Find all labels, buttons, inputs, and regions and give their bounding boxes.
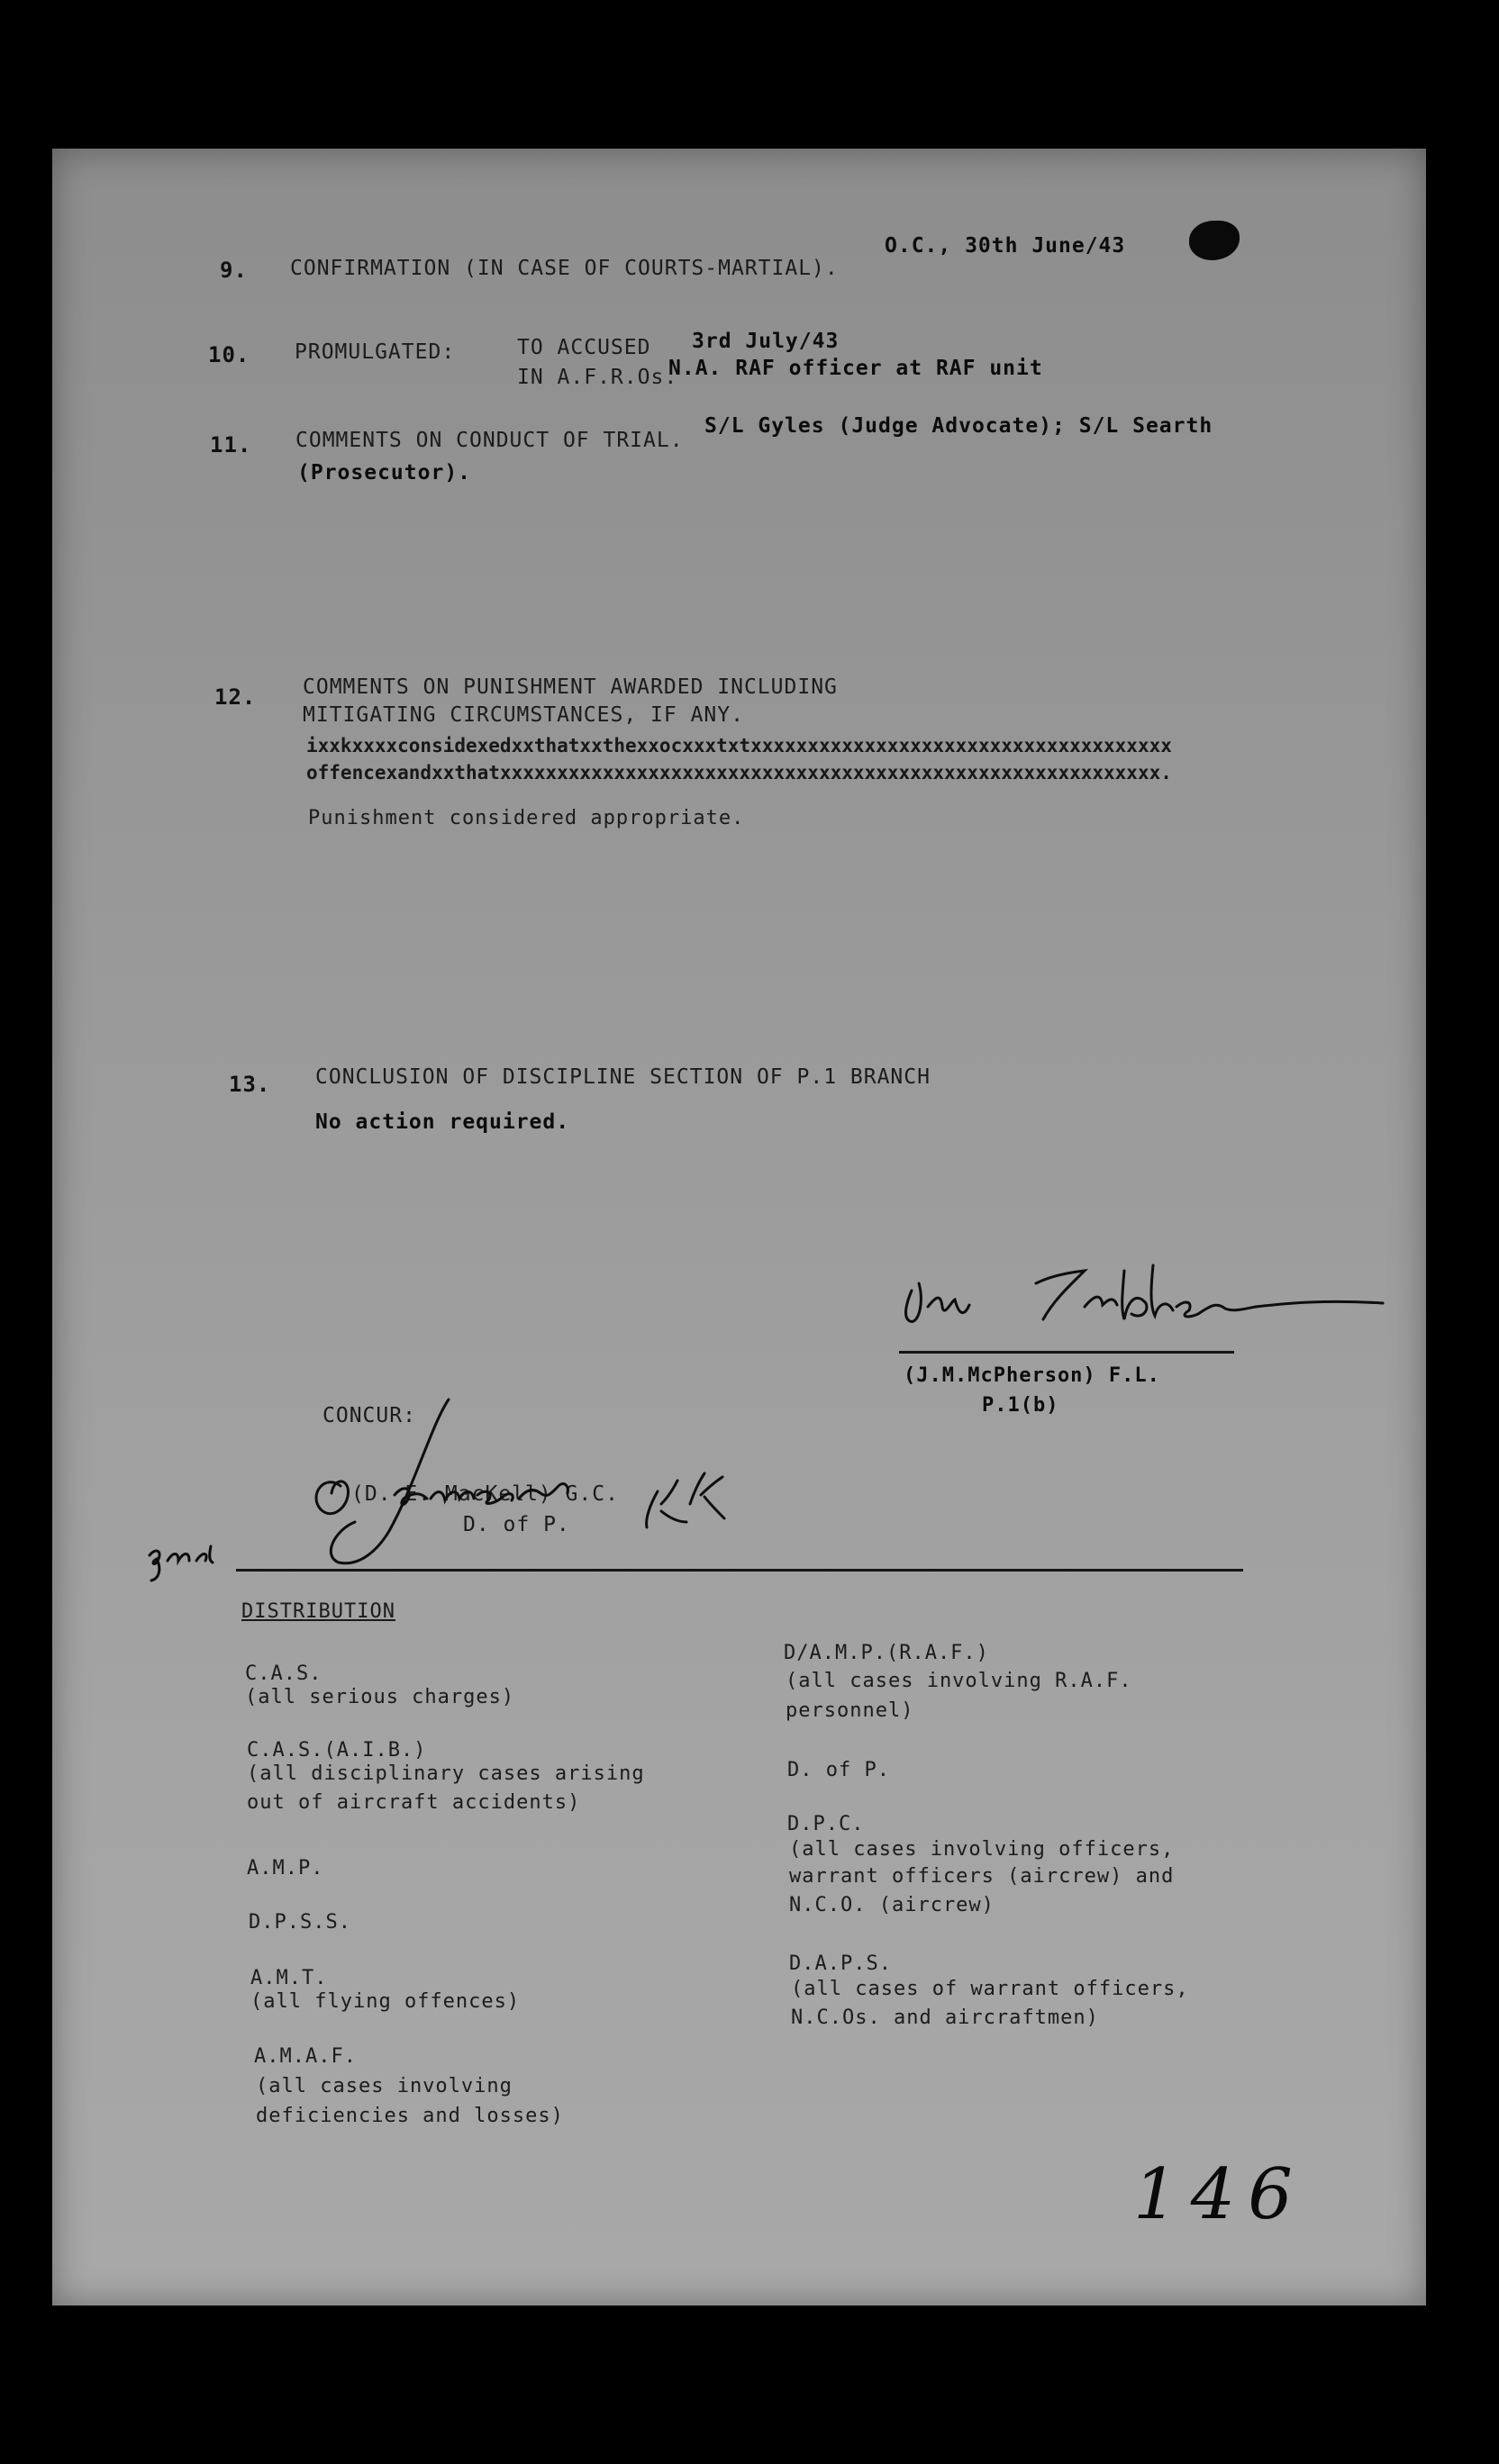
concur-name: (D. E. MacKell) G.C. xyxy=(351,1482,619,1506)
dist-left-dpss: D.P.S.S. xyxy=(249,1911,351,1934)
distribution-divider xyxy=(236,1569,1243,1572)
item-10-number: 10. xyxy=(208,342,250,367)
dist-right-daps: D.A.P.S. xyxy=(789,1952,892,1975)
signatory-section: P.1(b) xyxy=(982,1394,1059,1417)
dist-right-dpc-note2: warrant officers (aircrew) and xyxy=(789,1865,1175,1888)
dist-left-amp: A.M.P. xyxy=(247,1857,324,1880)
item-13-number: 13. xyxy=(229,1072,271,1097)
item-11-value: S/L Gyles (Judge Advocate); S/L Searth xyxy=(704,414,1213,438)
dist-right-damp-note1: (all cases involving R.A.F. xyxy=(786,1670,1132,1692)
page-number: 146 xyxy=(1133,2154,1305,2235)
item-10-line2: IN A.F.R.Os. xyxy=(517,366,678,389)
jameson-signature xyxy=(297,1387,784,1576)
dist-left-amaf-note1: (all cases involving xyxy=(256,2075,513,2097)
dist-left-cas-aib-note1: (all disciplinary cases arising xyxy=(247,1762,645,1785)
item-11-label: COMMENTS ON CONDUCT OF TRIAL. xyxy=(295,429,684,452)
item-9-number: 9. xyxy=(220,258,248,283)
item-10-label: PROMULGATED: xyxy=(295,340,456,364)
dist-left-amaf: A.M.A.F. xyxy=(254,2045,357,2068)
item-12-label-line2: MITIGATING CIRCUMSTANCES, IF ANY. xyxy=(303,703,744,727)
item-12-value: Punishment considered appropriate. xyxy=(308,807,745,829)
mcpherson-signature xyxy=(892,1247,1396,1346)
item-12-label-line1: COMMENTS ON PUNISHMENT AWARDED INCLUDING xyxy=(303,675,838,699)
item-12-struck-line1: ixxkxxxxconsidexedxxthatxxthexxocxxxtxtxxxxxxxxxxxxxxxxxxxxxxxxxxxxxxxxxxxxx xyxy=(306,735,1172,756)
item-12-number: 12. xyxy=(214,684,257,710)
dist-left-cas-aib-note2: out of aircraft accidents) xyxy=(247,1791,581,1814)
dist-right-damp-note2: personnel) xyxy=(786,1699,914,1722)
dist-left-amt: A.M.T. xyxy=(250,1967,328,1989)
item-9-value: O.C., 30th June/43 xyxy=(885,234,1126,258)
item-13-value: No action required. xyxy=(315,1110,570,1134)
dist-right-dofp: D. of P. xyxy=(787,1759,890,1781)
dist-left-amaf-note2: deficiencies and losses) xyxy=(256,2105,564,2127)
dist-right-dpc: D.P.C. xyxy=(787,1813,865,1835)
dist-right-dpc-note3: N.C.O. (aircrew) xyxy=(789,1894,995,1916)
signatory-name: (J.M.McPherson) F.L. xyxy=(904,1364,1160,1387)
dist-left-cas-note: (all serious charges) xyxy=(245,1686,515,1708)
margin-initials-scribble xyxy=(142,1535,223,1585)
dist-right-dpc-note1: (all cases involving officers, xyxy=(789,1838,1175,1861)
dist-left-cas: C.A.S. xyxy=(245,1662,323,1685)
dist-right-daps-note2: N.C.Os. and aircraftmen) xyxy=(791,2007,1099,2029)
distribution-heading: DISTRIBUTION xyxy=(241,1600,395,1623)
item-10-line1: TO ACCUSED xyxy=(517,336,651,359)
item-10-line1-value: 3rd July/43 xyxy=(692,330,840,353)
dist-right-daps-note1: (all cases of warrant officers, xyxy=(791,1978,1189,2000)
item-12-struck-line2: offencexandxxthatxxxxxxxxxxxxxxxxxxxxxxxxxxxxxxxxxxxxxxxxxxxxxxxxxxxxxxxxxx. xyxy=(306,762,1172,784)
item-9-label: CONFIRMATION (IN CASE OF COURTS-MARTIAL). xyxy=(290,257,839,280)
item-10-line2-value: N.A. RAF officer at RAF unit xyxy=(668,357,1043,380)
dist-right-damp: D/A.M.P.(R.A.F.) xyxy=(784,1642,989,1664)
dist-left-cas-aib: C.A.S.(A.I.B.) xyxy=(247,1739,427,1762)
item-11-value-cont: (Prosecutor). xyxy=(297,461,472,485)
item-13-label: CONCLUSION OF DISCIPLINE SECTION OF P.1 BRANCH xyxy=(315,1065,931,1089)
item-11-number: 11. xyxy=(210,432,252,457)
concur-title: D. of P. xyxy=(463,1513,570,1536)
dist-left-amt-note: (all flying offences) xyxy=(250,1990,521,2013)
concur-label: CONCUR: xyxy=(323,1404,416,1427)
signature-line xyxy=(899,1351,1234,1354)
